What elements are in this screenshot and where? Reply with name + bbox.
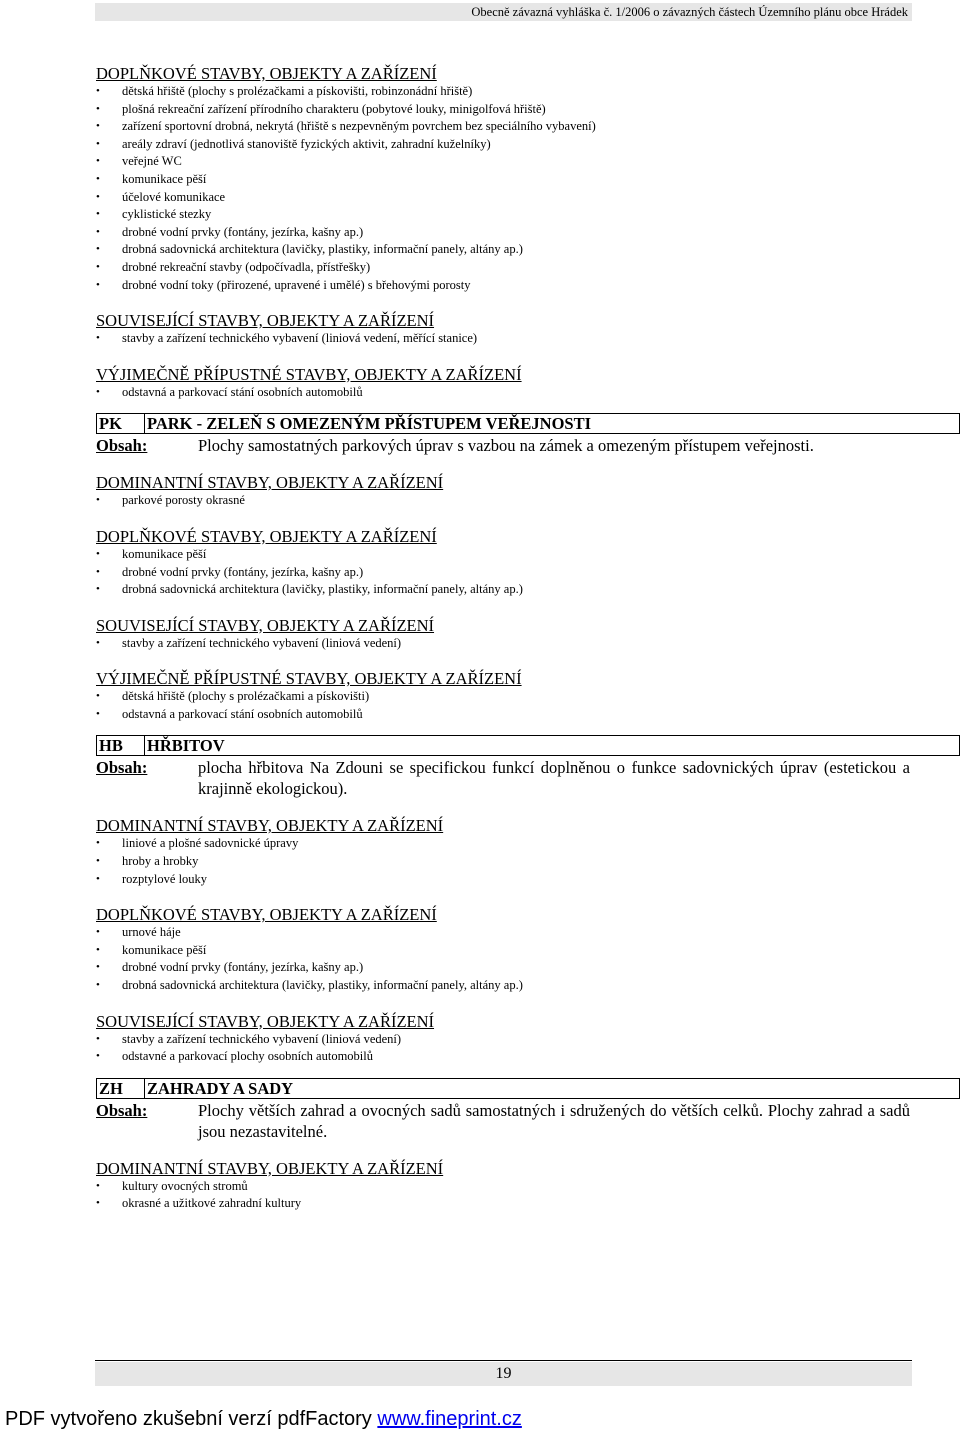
list-item	[96, 118, 912, 136]
list-item	[96, 189, 912, 207]
list-item	[96, 871, 912, 889]
bullet-icon: •	[96, 120, 100, 133]
list-item-text: dětská hřiště (plochy s prolézačkami a pískovišti)	[122, 689, 370, 704]
list-item	[96, 224, 912, 242]
bullet-icon: •	[96, 225, 100, 238]
list-item	[96, 136, 912, 154]
bullet-icon: •	[96, 707, 100, 720]
list-item	[96, 959, 912, 977]
bullet-icon: •	[96, 690, 100, 703]
category-heading: DOPLŇKOVÉ STAVBY, OBJEKTY A ZAŘÍZENÍ	[96, 905, 437, 925]
bullet-icon: •	[96, 172, 100, 185]
list-item-text: urnové háje	[122, 925, 181, 940]
bullet-icon: •	[96, 494, 100, 507]
document-body	[96, 64, 912, 1213]
bullet-icon: •	[96, 260, 100, 273]
zone-obsah-hb	[96, 757, 912, 799]
category-heading: DOMINANTNÍ STAVBY, OBJEKTY A ZAŘÍZENÍ	[96, 473, 444, 493]
list-item-text: drobné vodní prvky (fontány, jezírka, kašny ap.)	[122, 564, 364, 579]
bullet-icon: •	[96, 137, 100, 150]
list-item-text: drobná sadovnická architektura (lavičky, plastiky, informační panely, altány ap.)	[122, 978, 523, 993]
list-item	[96, 546, 912, 564]
list-item-text: stavby a zařízení technického vybavení (liniová vedení)	[122, 1031, 402, 1046]
list-item-text: stavby a zařízení technického vybavení (liniová vedení, měřící stanice)	[122, 331, 478, 346]
category-heading: DOPLŇKOVÉ STAVBY, OBJEKTY A ZAŘÍZENÍ	[96, 526, 437, 546]
bullet-icon: •	[96, 855, 100, 868]
document-header	[95, 3, 912, 21]
bullet-icon: •	[96, 332, 100, 345]
bullet-icon: •	[96, 385, 100, 398]
list-item	[96, 853, 912, 871]
zone-header-zh	[96, 1078, 960, 1099]
bullet-icon: •	[96, 85, 100, 97]
list-item	[96, 101, 912, 119]
list-item-text: rozptylové louky	[122, 871, 208, 886]
list-item-text: stavby a zařízení technického vybavení (liniová vedení)	[122, 635, 402, 650]
page-number	[95, 1362, 912, 1386]
bullet-list	[96, 688, 912, 723]
list-item-text: komunikace pěší	[122, 171, 207, 186]
list-item	[96, 564, 912, 582]
list-item-text: parkové porosty okrasné	[122, 493, 245, 508]
zone-obsah-zh	[96, 1100, 912, 1142]
document-header-title: Obecně závazná vyhláška č. 1/2006 o závazných částech Územního plánu obce Hrádek	[471, 5, 908, 19]
bullet-list	[96, 83, 912, 294]
list-item-text: cyklistické stezky	[122, 207, 212, 222]
bullet-icon: •	[96, 1197, 100, 1210]
list-item-text: areály zdraví (jednotlivá stanoviště fyzických aktivit, zahradní kuželníky)	[122, 136, 491, 151]
zone-code: ZH	[97, 1079, 145, 1098]
bullet-list	[96, 330, 912, 348]
list-item-text: drobná sadovnická architektura (lavičky, plastiky, informační panely, altány ap.)	[122, 242, 523, 257]
bullet-list	[96, 1178, 912, 1213]
zone-title: PARK - ZELEŇ S OMEZENÝM PŘÍSTUPEM VEŘEJNOSTI	[147, 414, 592, 434]
obsah-label: Obsah:	[96, 1100, 148, 1120]
bullet-list	[96, 384, 912, 402]
list-item-text: veřejné WC	[122, 154, 182, 169]
list-item-text: komunikace pěší	[122, 546, 207, 561]
category-heading: DOMINANTNÍ STAVBY, OBJEKTY A ZAŘÍZENÍ	[96, 1158, 444, 1178]
list-item-text: drobná sadovnická architektura (lavičky, plastiky, informační panely, altány ap.)	[122, 582, 523, 597]
list-item-text: drobné vodní toky (přirozené, upravené i umělé) s břehovými porosty	[122, 277, 471, 292]
bullet-icon: •	[96, 102, 100, 115]
list-item-text: okrasné a užitkové zahradní kultury	[122, 1196, 302, 1211]
fineprint-link[interactable]: www.fineprint.cz	[377, 1408, 522, 1430]
list-item	[96, 83, 912, 101]
bullet-list	[96, 924, 912, 994]
list-item	[96, 835, 912, 853]
list-item	[96, 384, 912, 402]
obsah-text: plocha hřbitova Na Zdouni se specifickou funkcí doplněnou o funkce sadovnických úprav (estetickou a krajinně ekologickou).	[198, 758, 910, 799]
list-item-text: drobné vodní prvky (fontány, jezírka, kašny ap.)	[122, 224, 364, 239]
bullet-icon: •	[96, 208, 100, 221]
bullet-list	[96, 835, 912, 888]
list-item	[96, 924, 912, 942]
list-item-text: drobné vodní prvky (fontány, jezírka, kašny ap.)	[122, 960, 364, 975]
category-heading: VÝJIMEČNĚ PŘÍPUSTNÉ STAVBY, OBJEKTY A ZAŘÍZENÍ	[96, 669, 522, 689]
list-item	[96, 277, 912, 295]
list-item-text: odstavné a parkovací plochy osobních automobilů	[122, 1049, 373, 1064]
bullet-list	[96, 492, 912, 510]
zone-title: ZAHRADY A SADY	[147, 1078, 294, 1098]
footer-divider	[95, 1360, 912, 1361]
list-item-text: zařízení sportovní drobná, nekrytá (hřiště s nezpevněným povrchem bez speciálního vybavení)	[122, 119, 596, 134]
category-heading: SOUVISEJÍCÍ STAVBY, OBJEKTY A ZAŘÍZENÍ	[96, 615, 435, 635]
list-item	[96, 942, 912, 960]
list-item	[96, 581, 912, 599]
bullet-icon: •	[96, 278, 100, 291]
list-item-text: drobné rekreační stavby (odpočívadla, přístřešky)	[122, 259, 371, 274]
list-item-text: plošná rekreační zařízení přírodního charakteru (pobytové louky, minigolfová hřiště)	[122, 101, 546, 116]
bullet-icon: •	[96, 837, 100, 850]
zone-obsah-pk	[96, 435, 912, 456]
list-item	[96, 492, 912, 510]
category-heading: DOPLŇKOVÉ STAVBY, OBJEKTY A ZAŘÍZENÍ	[96, 64, 437, 83]
bullet-icon: •	[96, 583, 100, 596]
list-item	[96, 171, 912, 189]
list-item	[96, 1178, 912, 1196]
bullet-icon: •	[96, 565, 100, 578]
bullet-icon: •	[96, 926, 100, 939]
list-item	[96, 1031, 912, 1049]
bullet-icon: •	[96, 1032, 100, 1045]
bullet-list	[96, 635, 912, 653]
bullet-icon: •	[96, 155, 100, 168]
bullet-icon: •	[96, 961, 100, 974]
category-heading: DOMINANTNÍ STAVBY, OBJEKTY A ZAŘÍZENÍ	[96, 816, 444, 836]
zone-header-pk	[96, 413, 960, 434]
obsah-text: Plochy větších zahrad a ovocných sadů samostatných i sdružených do větších celků. Plochy zahrad a sadů jsou nezastavitelné.	[198, 1100, 910, 1141]
list-item	[96, 206, 912, 224]
bullet-icon: •	[96, 872, 100, 885]
category-heading: SOUVISEJÍCÍ STAVBY, OBJEKTY A ZAŘÍZENÍ	[96, 311, 435, 331]
bullet-icon: •	[96, 1179, 100, 1192]
list-item	[96, 688, 912, 706]
bullet-list	[96, 546, 912, 599]
obsah-text: Plochy samostatných parkových úprav s vazbou na zámek a omezeným přístupem veřejnosti.	[198, 436, 814, 456]
list-item-text: odstavná a parkovací stání osobních automobilů	[122, 384, 363, 399]
list-item-text: odstavná a parkovací stání osobních automobilů	[122, 706, 363, 721]
list-item	[96, 635, 912, 653]
zone-code: PK	[97, 414, 145, 433]
list-item-text: dětská hřiště (plochy s prolézačkami a pískovišti, robinzonádní hřiště)	[122, 84, 473, 98]
bullet-icon: •	[96, 943, 100, 956]
obsah-label: Obsah:	[96, 436, 148, 456]
list-item-text: účelové komunikace	[122, 189, 226, 204]
page-number-text: 19	[495, 1365, 512, 1382]
list-item	[96, 1048, 912, 1066]
list-item	[96, 259, 912, 277]
bullet-list	[96, 1031, 912, 1066]
list-item	[96, 977, 912, 995]
zone-header-hb	[96, 735, 960, 756]
pdf-notice-text: PDF vytvořeno zkušební verzí pdfFactory	[5, 1408, 378, 1430]
list-item-text: kultury ovocných stromů	[122, 1178, 248, 1193]
list-item-text: hroby a hrobky	[122, 854, 199, 869]
bullet-icon: •	[96, 190, 100, 203]
zone-code: HB	[97, 736, 145, 755]
category-heading: SOUVISEJÍCÍ STAVBY, OBJEKTY A ZAŘÍZENÍ	[96, 1011, 435, 1031]
obsah-label: Obsah:	[96, 758, 148, 778]
list-item	[96, 330, 912, 348]
zone-title: HŘBITOV	[147, 736, 225, 756]
category-heading: VÝJIMEČNĚ PŘÍPUSTNÉ STAVBY, OBJEKTY A ZAŘÍZENÍ	[96, 364, 522, 384]
pdf-trial-notice	[5, 1406, 522, 1432]
list-item	[96, 706, 912, 724]
bullet-icon: •	[96, 979, 100, 992]
list-item-text: liniové a plošné sadovnické úpravy	[122, 836, 299, 851]
bullet-icon: •	[96, 547, 100, 560]
list-item-text: komunikace pěší	[122, 942, 207, 957]
list-item	[96, 153, 912, 171]
bullet-icon: •	[96, 636, 100, 649]
list-item	[96, 241, 912, 259]
list-item	[96, 1195, 912, 1213]
bullet-icon: •	[96, 243, 100, 256]
bullet-icon: •	[96, 1050, 100, 1063]
